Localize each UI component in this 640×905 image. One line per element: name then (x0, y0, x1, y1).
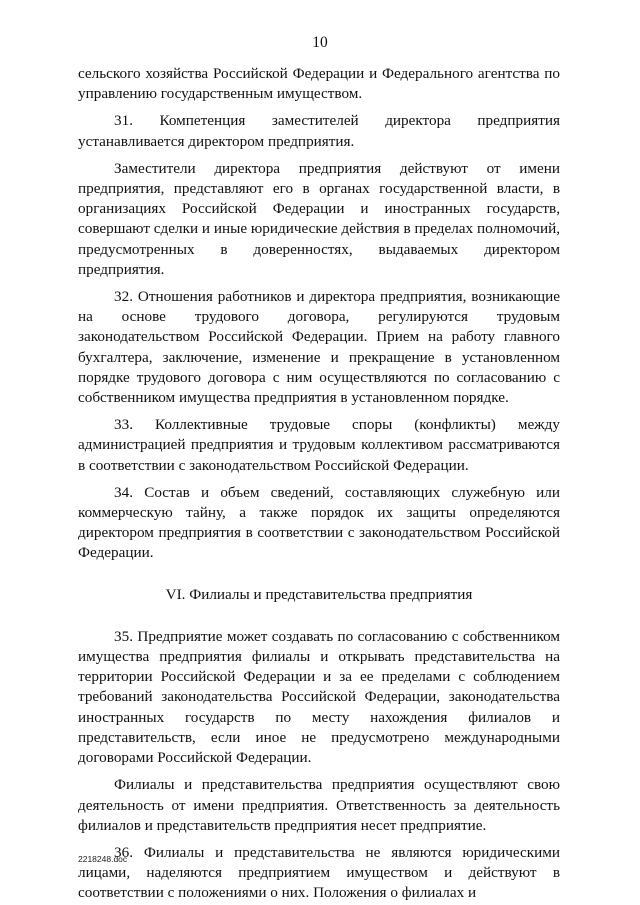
paragraph-continuation: сельского хозяйства Российской Федерации и Федерального агентства по управлению государственным имуществом. (78, 65, 560, 103)
paragraph-31-deputies: Заместители директора предприятия действуют от имени предприятия, представляют его в органах государственной власти, в организациях Российской Федерации и иностранных государств, совершают сделки и иные юридические действия в пределах полномочий, предусмотренных в доверенностях, выдаваемых директором предприятия. (78, 159, 560, 278)
file-name-footer: 2218248.doc (78, 854, 128, 864)
paragraph-35-branches: Филиалы и представительства предприятия осуществляют свою деятельность от имени предприятия. Ответственность за деятельность филиалов и представительств предприятия несет предприятие. (78, 776, 560, 834)
paragraph-34: 34. Состав и объем сведений, составляющих служебную или коммерческую тайну, а также порядок их защиты определяются директором предприятия в соответствии с законодательством Российской Федерации. (78, 483, 560, 562)
section-heading: VI. Филиалы и представительства предприятия (165, 585, 473, 603)
paragraph-36: 36. Филиалы и представительства не являются юридическими лицами, наделяются предприятием имуществом и действуют в соответствии с положениями о них. Положения о филиалах и (78, 843, 560, 902)
page-number: 10 (312, 34, 328, 51)
paragraph-35: 35. Предприятие может создавать по согласованию с собственником имущества предприятия филиалы и открывать представительства на территории Российской Федерации и за ее пределами с соблюдением требований законодательства Российской Федерации, законодательства иностранных государств по месту нахождения филиалов и представительств, если иное не предусмотрено международными договорами Российской Федерации. (78, 627, 560, 767)
paragraph-32: 32. Отношения работников и директора предприятия, возникающие на основе трудового договора, регулируются трудовым законодательством Российской Федерации. Прием на работу главного бухгалтера, заключение, изменение и прекращение в установленном порядке трудового договора с ним осуществляются по согласованию с собственником имущества предприятия в установленном порядке. (78, 288, 560, 407)
paragraph-33: 33. Коллективные трудовые споры (конфликты) между администрацией предприятия и трудовым коллективом рассматриваются в соответствии с законодательством Российской Федерации. (78, 416, 560, 474)
document-body (78, 64, 560, 904)
paragraph-31: 31. Компетенция заместителей директора предприятия устанавливается директором предприятия. (78, 112, 560, 150)
